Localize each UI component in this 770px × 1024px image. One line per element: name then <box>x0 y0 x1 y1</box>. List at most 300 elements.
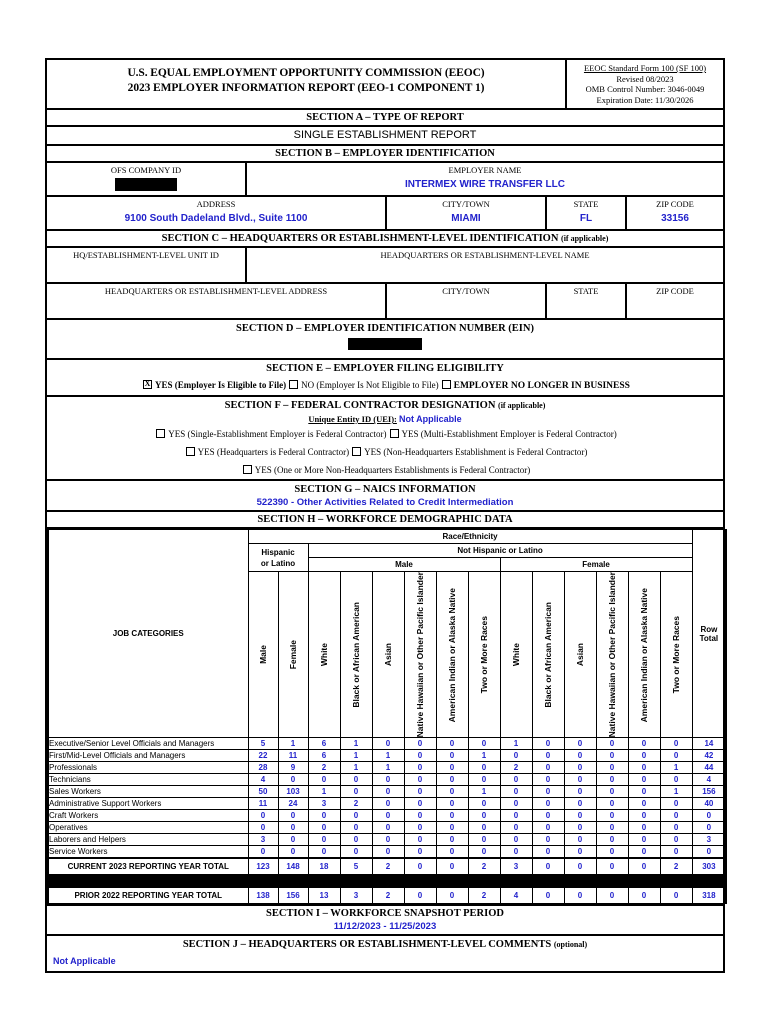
cell-american-indian-or-alaska-native: 0 <box>436 774 468 786</box>
cell-native-hawaiian-or-other-pacific-islander: 0 <box>596 834 628 846</box>
state-label: STATE <box>573 199 599 209</box>
cell-black-or-african-american: 0 <box>532 858 564 875</box>
cell-black-or-african-american: 2 <box>340 798 372 810</box>
cell-white: 0 <box>500 834 532 846</box>
cell-two-or-more-races: 0 <box>468 762 500 774</box>
cell-native-hawaiian-or-other-pacific-islander: 0 <box>404 846 436 859</box>
section-a-report-type: SINGLE ESTABLISHMENT REPORT <box>47 127 723 146</box>
cell-white: 3 <box>308 798 340 810</box>
cell-female: 148 <box>278 858 308 875</box>
one-or-more-non-hq-contractor-checkbox[interactable] <box>243 465 252 474</box>
multi-establishment-contractor-checkbox[interactable] <box>390 429 399 438</box>
redaction-cell <box>278 875 308 888</box>
cell-native-hawaiian-or-other-pacific-islander: 0 <box>404 858 436 875</box>
redaction-cell <box>500 875 532 888</box>
cell-two-or-more-races: 2 <box>468 888 500 904</box>
cell-two-or-more-races: 0 <box>660 738 692 750</box>
cell-black-or-african-american: 1 <box>340 750 372 762</box>
cell-white: 0 <box>500 810 532 822</box>
cell-asian: 2 <box>372 888 404 904</box>
section-j-comment: Not Applicable <box>53 956 116 967</box>
cell-male: 28 <box>248 762 278 774</box>
redaction-separator-row <box>48 875 726 888</box>
section-h-heading: SECTION H – WORKFORCE DEMOGRAPHIC DATA <box>47 512 723 529</box>
redaction-cell <box>340 875 372 888</box>
cell-american-indian-or-alaska-native: 0 <box>628 846 660 859</box>
table-row <box>48 822 726 834</box>
cell-male: 50 <box>248 786 278 798</box>
cell-black-or-african-american: 0 <box>340 834 372 846</box>
cell-asian: 0 <box>564 810 596 822</box>
form-id: EEOC Standard Form 100 (SF 100) <box>583 63 707 73</box>
col-header-female-pacific-islander: Native Hawaiian or Other Pacific Islander <box>596 572 628 738</box>
cell-american-indian-or-alaska-native: 0 <box>436 888 468 904</box>
cell-male: 4 <box>248 774 278 786</box>
cell-native-hawaiian-or-other-pacific-islander: 0 <box>596 846 628 859</box>
single-establishment-contractor-checkbox[interactable] <box>156 429 165 438</box>
cell-two-or-more-races: 0 <box>468 810 500 822</box>
job-category-label: Service Workers <box>48 846 248 859</box>
cell-american-indian-or-alaska-native: 0 <box>628 822 660 834</box>
form-title-line2: 2023 EMPLOYER INFORMATION REPORT (EEO-1 COMPONENT 1) <box>127 82 485 94</box>
cell-american-indian-or-alaska-native: 0 <box>436 810 468 822</box>
cell-asian: 0 <box>372 822 404 834</box>
cell-american-indian-or-alaska-native: 0 <box>436 822 468 834</box>
address-cell <box>47 197 387 229</box>
col-header-male-asian: Asian <box>372 572 404 738</box>
cell-american-indian-or-alaska-native: 0 <box>628 888 660 904</box>
hq-address-label: HEADQUARTERS OR ESTABLISHMENT-LEVEL ADDRESS <box>104 286 328 296</box>
cell-american-indian-or-alaska-native: 0 <box>628 834 660 846</box>
cell-two-or-more-races: 0 <box>660 846 692 859</box>
table-row <box>48 738 726 750</box>
cell-black-or-african-american: 0 <box>532 810 564 822</box>
cell-white: 0 <box>500 774 532 786</box>
snapshot-period-value: 11/12/2023 - 11/25/2023 <box>47 921 723 936</box>
cell-asian: 0 <box>564 750 596 762</box>
hq-state-cell <box>547 284 627 318</box>
cell-asian: 0 <box>372 798 404 810</box>
section-f-heading-text: SECTION F – FEDERAL CONTRACTOR DESIGNATION <box>224 400 496 411</box>
cell-american-indian-or-alaska-native: 0 <box>628 858 660 875</box>
section-g-heading: SECTION G – NAICS INFORMATION <box>294 484 476 495</box>
single-establishment-contractor-label: YES (Single-Establishment Employer is Federal Contractor) <box>168 429 387 439</box>
job-category-label: Sales Workers <box>48 786 248 798</box>
cell-black-or-african-american: 0 <box>532 750 564 762</box>
cell-asian: 0 <box>564 762 596 774</box>
section-f-heading-note: (if applicable) <box>498 401 546 410</box>
section-j-heading-note: (optional) <box>553 940 588 950</box>
cell-asian: 1 <box>372 762 404 774</box>
col-header-female-two-or-more: Two or More Races <box>660 572 692 738</box>
cell-asian: 0 <box>564 774 596 786</box>
city-cell <box>387 197 547 229</box>
cell-american-indian-or-alaska-native: 0 <box>628 762 660 774</box>
employer-name-cell <box>247 163 723 195</box>
cell-two-or-more-races: 0 <box>468 798 500 810</box>
no-longer-in-business-checkbox[interactable] <box>442 380 451 389</box>
eligibility-yes-label: YES (Employer Is Eligible to File) <box>155 380 287 390</box>
eeo1-form-page <box>45 58 725 973</box>
non-headquarters-contractor-label: YES (Non-Headquarters Establishment is Federal Contractor) <box>364 447 588 457</box>
cell-female: 103 <box>278 786 308 798</box>
cell-native-hawaiian-or-other-pacific-islander: 0 <box>404 810 436 822</box>
cell-black-or-african-american: 0 <box>340 822 372 834</box>
section-f-line-3 <box>47 461 723 481</box>
cell-white: 0 <box>500 822 532 834</box>
city-label: CITY/TOWN <box>442 199 490 209</box>
cell-white: 4 <box>500 888 532 904</box>
cell-asian: 0 <box>372 738 404 750</box>
cell-male: 138 <box>248 888 278 904</box>
race-ethnicity-header: Race/Ethnicity <box>248 530 692 544</box>
cell-two-or-more-races: 0 <box>660 798 692 810</box>
section-f-heading <box>47 397 723 413</box>
ofs-company-id-redaction <box>115 178 177 191</box>
cell-black-or-african-american: 0 <box>340 846 372 859</box>
section-f-line-2 <box>47 443 723 461</box>
section-c-heading <box>47 231 723 248</box>
cell-american-indian-or-alaska-native: 0 <box>436 786 468 798</box>
cell-asian: 2 <box>372 858 404 875</box>
city-value: MIAMI <box>451 213 481 224</box>
cell-male: 22 <box>248 750 278 762</box>
cell-native-hawaiian-or-other-pacific-islander: 0 <box>596 762 628 774</box>
male-group-header: Male <box>308 558 500 572</box>
row-total-header <box>692 530 726 738</box>
redaction-cell <box>404 875 436 888</box>
cell-two-or-more-races: 0 <box>660 774 692 786</box>
cell-american-indian-or-alaska-native: 0 <box>436 762 468 774</box>
section-e-options <box>47 376 723 397</box>
redaction-cell <box>596 875 628 888</box>
address-label: ADDRESS <box>196 199 236 209</box>
ofs-company-id-cell <box>47 163 247 195</box>
address-value: 9100 South Dadeland Blvd., Suite 1100 <box>124 213 308 224</box>
cell-asian: 0 <box>372 834 404 846</box>
redaction-cell <box>248 875 278 888</box>
zip-value: 33156 <box>661 213 689 224</box>
total-row-label: CURRENT 2023 REPORTING YEAR TOTAL <box>48 858 248 875</box>
ein-value-row <box>47 336 723 360</box>
cell-row-total: 14 <box>692 738 726 750</box>
col-header-female-american-indian: American Indian or Alaska Native <box>628 572 660 738</box>
cell-white: 0 <box>308 846 340 859</box>
cell-two-or-more-races: 0 <box>468 834 500 846</box>
cell-asian: 0 <box>372 846 404 859</box>
form-header <box>47 60 723 110</box>
ein-redaction <box>348 338 422 350</box>
cell-asian: 0 <box>564 798 596 810</box>
cell-native-hawaiian-or-other-pacific-islander: 0 <box>404 762 436 774</box>
cell-american-indian-or-alaska-native: 0 <box>628 738 660 750</box>
uei-label: Unique Entity ID (UEI): <box>308 414 397 424</box>
section-c-heading-text: SECTION C – HEADQUARTERS OR ESTABLISHMENT-LEVEL IDENTIFICATION <box>161 233 559 244</box>
cell-black-or-african-american: 0 <box>340 774 372 786</box>
cell-american-indian-or-alaska-native: 0 <box>436 858 468 875</box>
cell-white: 6 <box>308 750 340 762</box>
hq-state-label: STATE <box>573 286 599 296</box>
table-row <box>48 774 726 786</box>
table-header-race-ethnicity <box>48 530 726 544</box>
uei-row <box>47 413 723 425</box>
cell-two-or-more-races: 2 <box>468 858 500 875</box>
cell-two-or-more-races: 0 <box>468 738 500 750</box>
multi-establishment-contractor-label: YES (Multi-Establishment Employer is Federal Contractor) <box>401 429 617 439</box>
row-total-header-line2: Total <box>699 633 719 643</box>
section-a-heading: SECTION A – TYPE OF REPORT <box>47 110 723 127</box>
non-headquarters-contractor-checkbox[interactable] <box>352 447 361 456</box>
cell-two-or-more-races: 0 <box>660 834 692 846</box>
no-longer-in-business-label: EMPLOYER NO LONGER IN BUSINESS <box>453 381 630 391</box>
hq-city-cell <box>387 284 547 318</box>
section-c-heading-note: (if applicable) <box>561 234 609 243</box>
cell-row-total: 44 <box>692 762 726 774</box>
cell-row-total: 0 <box>692 810 726 822</box>
ofs-company-id-label: OFS COMPANY ID <box>110 165 182 175</box>
cell-row-total: 318 <box>692 888 726 904</box>
cell-american-indian-or-alaska-native: 0 <box>436 834 468 846</box>
col-header-male-white: White <box>308 572 340 738</box>
cell-two-or-more-races: 0 <box>468 846 500 859</box>
cell-white: 1 <box>500 738 532 750</box>
cell-row-total: 4 <box>692 774 726 786</box>
cell-female: 1 <box>278 738 308 750</box>
col-header-female-asian: Asian <box>564 572 596 738</box>
cell-native-hawaiian-or-other-pacific-islander: 0 <box>404 822 436 834</box>
col-header-hispanic-male: Male <box>248 572 278 738</box>
cell-row-total: 0 <box>692 846 726 859</box>
cell-row-total: 3 <box>692 834 726 846</box>
cell-native-hawaiian-or-other-pacific-islander: 0 <box>404 774 436 786</box>
cell-black-or-african-american: 1 <box>340 738 372 750</box>
cell-female: 0 <box>278 846 308 859</box>
redaction-cell <box>532 875 564 888</box>
table-row <box>48 786 726 798</box>
col-header-male-american-indian: American Indian or Alaska Native <box>436 572 468 738</box>
cell-female: 0 <box>278 834 308 846</box>
cell-white: 0 <box>308 834 340 846</box>
cell-two-or-more-races: 2 <box>660 858 692 875</box>
cell-two-or-more-races: 0 <box>468 822 500 834</box>
cell-white: 2 <box>308 762 340 774</box>
state-value: FL <box>579 213 593 224</box>
cell-row-total: 42 <box>692 750 726 762</box>
cell-asian: 0 <box>564 858 596 875</box>
workforce-demographic-table <box>47 529 727 904</box>
cell-asian: 0 <box>564 738 596 750</box>
form-meta-block <box>567 60 723 108</box>
cell-asian: 0 <box>564 786 596 798</box>
section-b-heading: SECTION B – EMPLOYER IDENTIFICATION <box>47 146 723 163</box>
hq-address-cell <box>47 284 387 318</box>
cell-black-or-african-american: 0 <box>340 786 372 798</box>
cell-two-or-more-races: 0 <box>468 774 500 786</box>
job-category-label: Operatives <box>48 822 248 834</box>
cell-white: 0 <box>308 822 340 834</box>
cell-female: 156 <box>278 888 308 904</box>
redaction-cell <box>564 875 596 888</box>
form-revised: Revised 08/2023 <box>616 73 674 84</box>
cell-black-or-african-american: 0 <box>532 798 564 810</box>
hispanic-or-latino-header <box>248 544 308 572</box>
cell-native-hawaiian-or-other-pacific-islander: 0 <box>596 750 628 762</box>
cell-male: 0 <box>248 846 278 859</box>
cell-american-indian-or-alaska-native: 0 <box>436 738 468 750</box>
naics-value: 522390 - Other Activities Related to Credit Intermediation <box>47 497 723 512</box>
cell-male: 11 <box>248 798 278 810</box>
cell-female: 24 <box>278 798 308 810</box>
cell-female: 11 <box>278 750 308 762</box>
redaction-cell <box>628 875 660 888</box>
cell-black-or-african-american: 0 <box>532 834 564 846</box>
redaction-cell <box>48 875 248 888</box>
cell-two-or-more-races: 1 <box>660 786 692 798</box>
section-j-heading-text: SECTION J – HEADQUARTERS OR ESTABLISHMENT-LEVEL COMMENTS <box>182 939 552 951</box>
cell-male: 5 <box>248 738 278 750</box>
cell-asian: 0 <box>564 888 596 904</box>
headquarters-contractor-checkbox[interactable] <box>186 447 195 456</box>
cell-asian: 0 <box>564 834 596 846</box>
female-group-header: Female <box>500 558 692 572</box>
cell-row-total: 0 <box>692 822 726 834</box>
cell-asian: 0 <box>564 846 596 859</box>
cell-black-or-african-american: 5 <box>340 858 372 875</box>
cell-white: 18 <box>308 858 340 875</box>
cell-row-total: 303 <box>692 858 726 875</box>
table-row <box>48 798 726 810</box>
cell-female: 0 <box>278 774 308 786</box>
cell-asian: 1 <box>372 750 404 762</box>
uei-value: Not Applicable <box>399 414 462 424</box>
cell-two-or-more-races: 0 <box>660 750 692 762</box>
cell-native-hawaiian-or-other-pacific-islander: 0 <box>404 786 436 798</box>
cell-white: 0 <box>500 786 532 798</box>
cell-asian: 0 <box>564 822 596 834</box>
job-category-label: First/Mid-Level Officials and Managers <box>48 750 248 762</box>
cell-american-indian-or-alaska-native: 0 <box>628 786 660 798</box>
cell-native-hawaiian-or-other-pacific-islander: 0 <box>596 810 628 822</box>
col-header-female-white: White <box>500 572 532 738</box>
cell-native-hawaiian-or-other-pacific-islander: 0 <box>596 738 628 750</box>
cell-american-indian-or-alaska-native: 0 <box>436 798 468 810</box>
cell-black-or-african-american: 0 <box>532 762 564 774</box>
table-row <box>48 834 726 846</box>
hispanic-header-line2: or Latino <box>260 558 296 568</box>
not-hispanic-or-latino-header: Not Hispanic or Latino <box>308 544 692 558</box>
cell-white: 2 <box>500 762 532 774</box>
employer-name-value: INTERMEX WIRE TRANSFER LLC <box>405 179 565 190</box>
cell-female: 9 <box>278 762 308 774</box>
employer-name-label: EMPLOYER NAME <box>448 165 522 175</box>
cell-american-indian-or-alaska-native: 0 <box>628 774 660 786</box>
cell-native-hawaiian-or-other-pacific-islander: 0 <box>404 834 436 846</box>
cell-white: 0 <box>308 810 340 822</box>
hispanic-header-line1: Hispanic <box>261 547 295 557</box>
cell-native-hawaiian-or-other-pacific-islander: 0 <box>596 888 628 904</box>
table-row <box>48 846 726 859</box>
cell-american-indian-or-alaska-native: 0 <box>436 750 468 762</box>
eligibility-yes-checkbox[interactable] <box>143 380 152 389</box>
cell-black-or-african-american: 0 <box>532 786 564 798</box>
cell-two-or-more-races: 0 <box>660 810 692 822</box>
cell-white: 3 <box>500 858 532 875</box>
col-header-hispanic-female: Female <box>278 572 308 738</box>
col-header-male-black: Black or African American <box>340 572 372 738</box>
cell-native-hawaiian-or-other-pacific-islander: 0 <box>404 750 436 762</box>
cell-native-hawaiian-or-other-pacific-islander: 0 <box>596 858 628 875</box>
zip-cell <box>627 197 723 229</box>
cell-black-or-african-american: 0 <box>532 738 564 750</box>
cell-two-or-more-races: 1 <box>468 786 500 798</box>
cell-asian: 0 <box>372 786 404 798</box>
cell-white: 1 <box>308 786 340 798</box>
job-category-label: Administrative Support Workers <box>48 798 248 810</box>
cell-black-or-african-american: 0 <box>532 774 564 786</box>
cell-native-hawaiian-or-other-pacific-islander: 0 <box>404 888 436 904</box>
cell-black-or-african-american: 0 <box>532 846 564 859</box>
state-cell <box>547 197 627 229</box>
cell-native-hawaiian-or-other-pacific-islander: 0 <box>404 738 436 750</box>
cell-male: 0 <box>248 810 278 822</box>
cell-asian: 0 <box>372 810 404 822</box>
section-i-heading: SECTION I – WORKFORCE SNAPSHOT PERIOD <box>47 904 723 921</box>
cell-native-hawaiian-or-other-pacific-islander: 0 <box>596 786 628 798</box>
cell-american-indian-or-alaska-native: 0 <box>436 846 468 859</box>
current-year-total-row <box>48 858 726 875</box>
cell-american-indian-or-alaska-native: 0 <box>628 798 660 810</box>
job-category-label: Craft Workers <box>48 810 248 822</box>
total-row-label: PRIOR 2022 REPORTING YEAR TOTAL <box>48 888 248 904</box>
cell-two-or-more-races: 0 <box>660 822 692 834</box>
cell-black-or-african-american: 0 <box>340 810 372 822</box>
redaction-cell <box>372 875 404 888</box>
cell-male: 3 <box>248 834 278 846</box>
cell-white: 13 <box>308 888 340 904</box>
cell-two-or-more-races: 0 <box>660 888 692 904</box>
section-e-heading: SECTION E – EMPLOYER FILING ELIGIBILITY <box>266 363 504 374</box>
section-j-heading <box>47 936 723 952</box>
cell-american-indian-or-alaska-native: 0 <box>628 750 660 762</box>
cell-black-or-african-american: 3 <box>340 888 372 904</box>
cell-black-or-african-american: 0 <box>532 822 564 834</box>
cell-native-hawaiian-or-other-pacific-islander: 0 <box>404 798 436 810</box>
job-category-label: Laborers and Helpers <box>48 834 248 846</box>
eligibility-no-checkbox[interactable] <box>289 380 298 389</box>
cell-white: 0 <box>500 750 532 762</box>
cell-white: 0 <box>500 798 532 810</box>
cell-white: 0 <box>308 774 340 786</box>
col-header-male-two-or-more: Two or More Races <box>468 572 500 738</box>
cell-white: 0 <box>500 846 532 859</box>
form-title-block <box>47 60 567 108</box>
cell-female: 0 <box>278 822 308 834</box>
redaction-cell <box>308 875 340 888</box>
cell-asian: 0 <box>372 774 404 786</box>
cell-black-or-african-american: 1 <box>340 762 372 774</box>
table-row <box>48 810 726 822</box>
cell-male: 123 <box>248 858 278 875</box>
cell-two-or-more-races: 1 <box>660 762 692 774</box>
cell-two-or-more-races: 1 <box>468 750 500 762</box>
one-or-more-non-hq-contractor-label: YES (One or More Non-Headquarters Establishments is Federal Contractor) <box>254 465 531 475</box>
col-header-male-pacific-islander: Native Hawaiian or Other Pacific Islander <box>404 572 436 738</box>
section-f-line-1 <box>47 425 723 443</box>
table-row <box>48 762 726 774</box>
table-row <box>48 750 726 762</box>
hq-city-label: CITY/TOWN <box>442 286 490 296</box>
hq-name-label: HEADQUARTERS OR ESTABLISHMENT-LEVEL NAME <box>380 250 590 260</box>
